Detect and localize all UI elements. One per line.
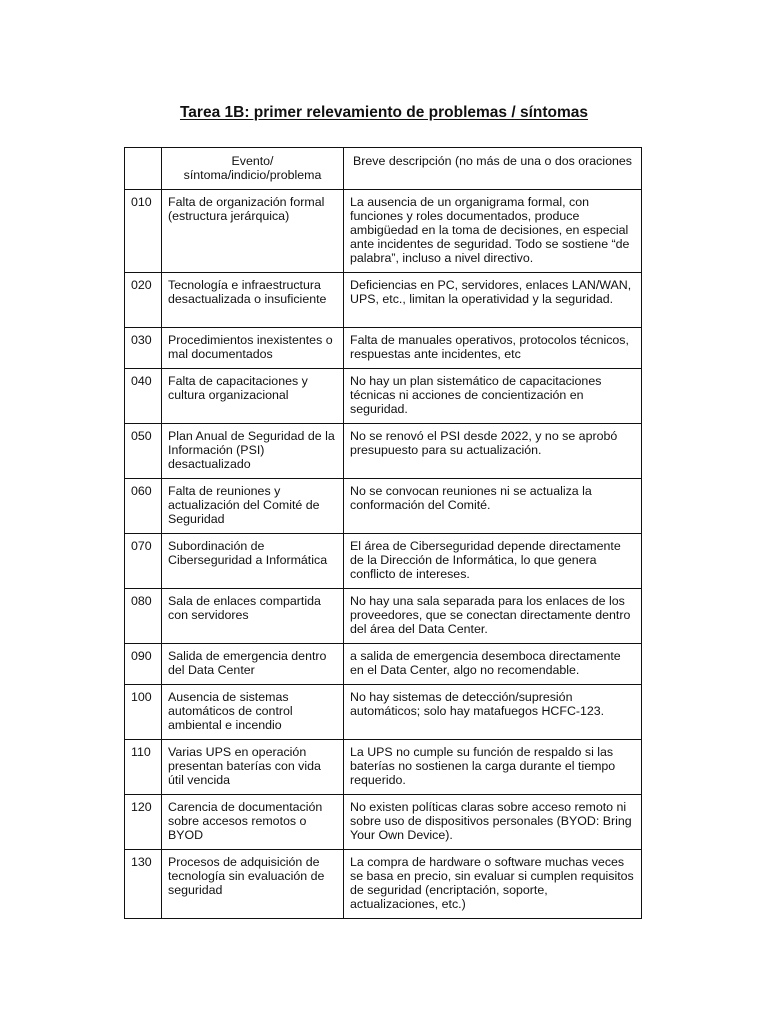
row-description-cell: No hay una sala separada para los enlaces de los proveedores, que se conectan directamente dentro del área del Data Center. bbox=[344, 589, 642, 644]
row-event-cell: Carencia de documentación sobre accesos remotos o BYOD bbox=[162, 795, 344, 850]
header-event-cell: Evento/ síntoma/indicio/problema bbox=[162, 148, 344, 190]
row-description-cell: La UPS no cumple su función de respaldo si las baterías no sostienen la carga durante el tiempo requerido. bbox=[344, 740, 642, 795]
row-description-cell: El área de Ciberseguridad depende directamente de la Dirección de Informática, lo que genera conflicto de intereses. bbox=[344, 534, 642, 589]
table-row bbox=[125, 534, 642, 589]
row-description-cell: No hay sistemas de detección/supresión automáticos; solo hay matafuegos HCFC-123. bbox=[344, 685, 642, 740]
row-event-cell: Sala de enlaces compartida con servidores bbox=[162, 589, 344, 644]
row-event-cell: Varias UPS en operación presentan baterías con vida útil vencida bbox=[162, 740, 344, 795]
table-row bbox=[125, 685, 642, 740]
row-code-cell: 070 bbox=[125, 534, 162, 589]
problems-table bbox=[124, 147, 642, 919]
header-code-cell bbox=[125, 148, 162, 190]
row-description-cell: No existen políticas claras sobre acceso remoto ni sobre uso de dispositivos personales (BYOD: Bring Your Own Device). bbox=[344, 795, 642, 850]
row-event-cell: Falta de organización formal (estructura jerárquica) bbox=[162, 190, 344, 273]
row-code-cell: 110 bbox=[125, 740, 162, 795]
row-description-cell: Deficiencias en PC, servidores, enlaces LAN/WAN, UPS, etc., limitan la operatividad y la seguridad. bbox=[344, 273, 642, 328]
table-header-row bbox=[125, 148, 642, 190]
header-description-cell: Breve descripción (no más de una o dos oraciones bbox=[344, 148, 642, 190]
table-row bbox=[125, 479, 642, 534]
row-code-cell: 020 bbox=[125, 273, 162, 328]
table-row bbox=[125, 424, 642, 479]
row-code-cell: 030 bbox=[125, 328, 162, 369]
row-event-cell: Falta de capacitaciones y cultura organizacional bbox=[162, 369, 344, 424]
row-description-cell: La ausencia de un organigrama formal, con funciones y roles documentados, produce ambigüedad en la toma de decisiones, en especial ante incidentes de seguridad. Todo se sostiene “de palabra”, incluso a nivel directivo. bbox=[344, 190, 642, 273]
table-row bbox=[125, 273, 642, 328]
row-event-cell: Subordinación de Ciberseguridad a Informática bbox=[162, 534, 344, 589]
row-code-cell: 120 bbox=[125, 795, 162, 850]
row-code-cell: 010 bbox=[125, 190, 162, 273]
row-event-cell: Ausencia de sistemas automáticos de control ambiental e incendio bbox=[162, 685, 344, 740]
table-row bbox=[125, 795, 642, 850]
row-event-cell: Procesos de adquisición de tecnología sin evaluación de seguridad bbox=[162, 850, 344, 919]
page-title: Tarea 1B: primer relevamiento de problemas / síntomas bbox=[179, 104, 589, 121]
table-row bbox=[125, 740, 642, 795]
row-code-cell: 060 bbox=[125, 479, 162, 534]
table-row bbox=[125, 190, 642, 273]
row-description-cell: No se convocan reuniones ni se actualiza la conformación del Comité. bbox=[344, 479, 642, 534]
row-code-cell: 090 bbox=[125, 644, 162, 685]
row-description-cell: Falta de manuales operativos, protocolos técnicos, respuestas ante incidentes, etc bbox=[344, 328, 642, 369]
row-event-cell: Falta de reuniones y actualización del Comité de Seguridad bbox=[162, 479, 344, 534]
table-row bbox=[125, 850, 642, 919]
row-code-cell: 100 bbox=[125, 685, 162, 740]
row-event-cell: Procedimientos inexistentes o mal documentados bbox=[162, 328, 344, 369]
table-row bbox=[125, 328, 642, 369]
row-code-cell: 080 bbox=[125, 589, 162, 644]
table-row bbox=[125, 369, 642, 424]
row-description-cell: No hay un plan sistemático de capacitaciones técnicas ni acciones de concientización en seguridad. bbox=[344, 369, 642, 424]
row-description-cell: La compra de hardware o software muchas veces se basa en precio, sin evaluar si cumplen requisitos de seguridad (encriptación, soporte, actualizaciones, etc.) bbox=[344, 850, 642, 919]
table-row bbox=[125, 589, 642, 644]
row-event-cell: Tecnología e infraestructura desactualizada o insuficiente bbox=[162, 273, 344, 328]
row-description-cell: a salida de emergencia desemboca directamente en el Data Center, algo no recomendable. bbox=[344, 644, 642, 685]
row-event-cell: Salida de emergencia dentro del Data Center bbox=[162, 644, 344, 685]
row-event-cell: Plan Anual de Seguridad de la Información (PSI) desactualizado bbox=[162, 424, 344, 479]
table-row bbox=[125, 644, 642, 685]
row-code-cell: 050 bbox=[125, 424, 162, 479]
row-description-cell: No se renovó el PSI desde 2022, y no se aprobó presupuesto para su actualización. bbox=[344, 424, 642, 479]
row-code-cell: 130 bbox=[125, 850, 162, 919]
row-code-cell: 040 bbox=[125, 369, 162, 424]
